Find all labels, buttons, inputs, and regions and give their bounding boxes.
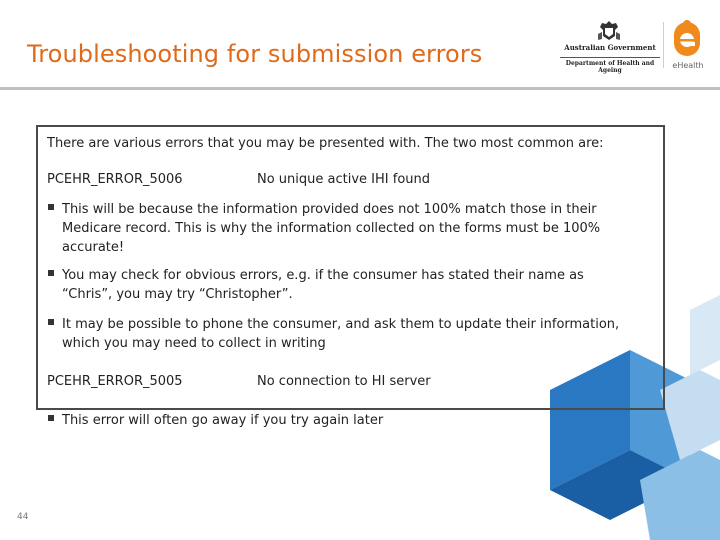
slide-title: Troubleshooting for submission errors [27, 40, 483, 68]
page-number: 44 [17, 512, 29, 522]
gov-name-text: Australian Government [564, 43, 656, 52]
department-name-text: Department of Health and Ageing [560, 57, 660, 74]
australian-government-logo [560, 20, 660, 74]
error-description: No connection to HI server [257, 374, 431, 389]
list-item: It may be possible to phone the consumer, and ask them to update their information, which you may need to collect in writing [48, 315, 638, 353]
bullet-icon [48, 204, 54, 210]
error-row [47, 374, 647, 394]
intro-text: There are various errors that you may be presented with. The two most common are: [47, 136, 604, 151]
ehealth-logo [666, 18, 710, 74]
bullet-icon [48, 415, 54, 421]
error-code: PCEHR_ERROR_5006 [47, 172, 183, 187]
bullet-icon [48, 319, 54, 325]
list-item: This will be because the information provided does not 100% match those in their Medicare record. This is why the information collected on the forms must be 100% accurate! [48, 200, 638, 257]
list-item: You may check for obvious errors, e.g. if the consumer has stated their name as “Chris”, you may try “Christopher”. [48, 266, 638, 304]
list-item: This error will often go away if you try again later [48, 411, 638, 430]
ehealth-e-icon [666, 18, 710, 62]
logo-divider [663, 22, 664, 68]
coat-of-arms-icon [596, 20, 622, 42]
ehealth-label: eHealth [672, 61, 704, 70]
error-code: PCEHR_ERROR_5005 [47, 374, 183, 389]
header-rule [0, 87, 720, 90]
bullet-icon [48, 270, 54, 276]
error-row [47, 172, 647, 192]
error-description: No unique active IHI found [257, 172, 431, 187]
